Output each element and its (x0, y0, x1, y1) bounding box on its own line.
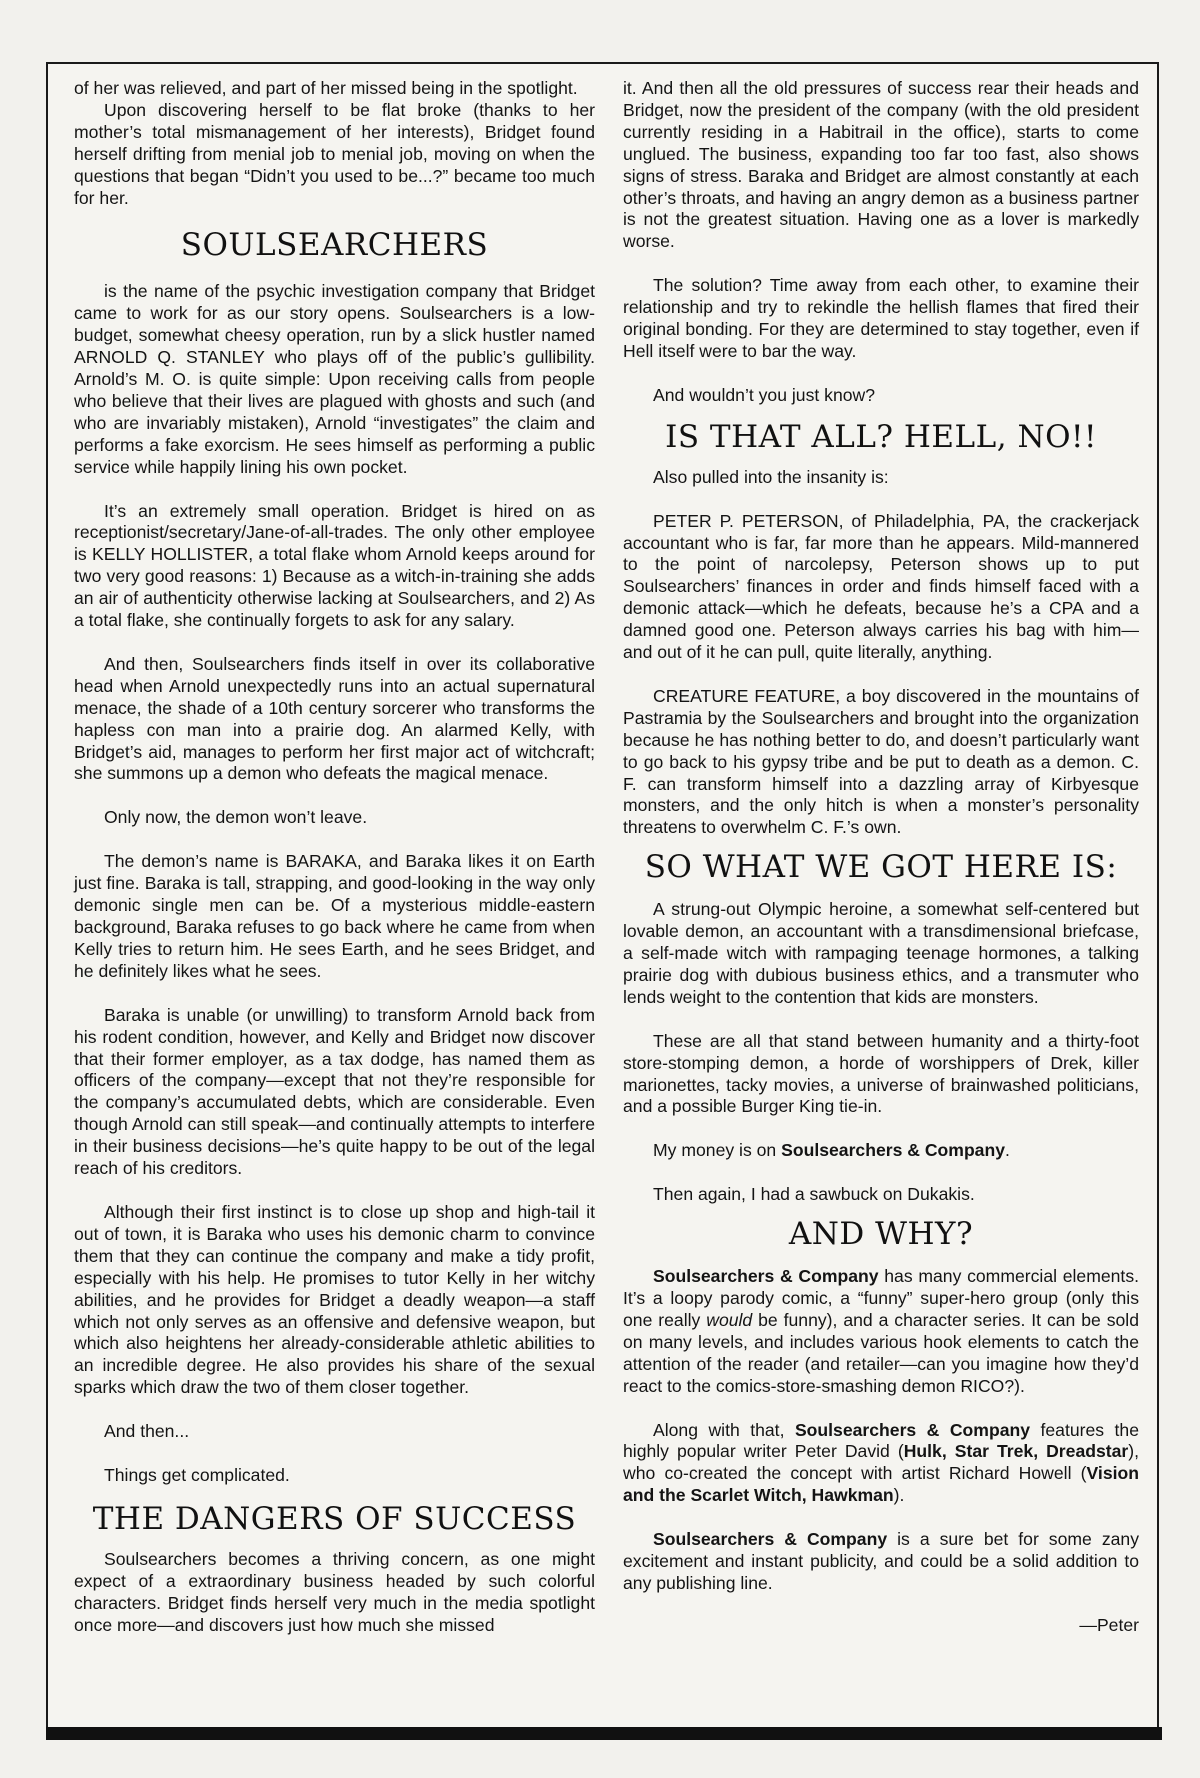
section-heading-and-why: AND WHY? (788, 1216, 974, 1253)
text-run: My money is on (653, 1140, 782, 1161)
paragraph: A strung-out Olympic heroine, a somewhat self-centered but lovable demon, an accountant with a transdimensional briefcase, a self-made witch with rampaging teenage hormones, a talking prairie dog with dubious business ethics, and a transmuter who lends weight to the contention that kids are monsters. (623, 899, 1139, 1007)
section-heading-what-we-got: SO WHAT WE GOT HERE IS: (644, 849, 1118, 886)
paragraph: Also pulled into the insanity is: (653, 466, 889, 487)
paragraph: And then, Soulsearchers finds itself in over its collaborative head when Arnold unexpectedly runs into an actual supernatural menace, the shade of a 10th century sorcerer who transforms the hapless con man into a prairie dog. An alarmed Kelly, with Bridget’s aid, manages to perform her first major act of witchcraft; she summons up a demon who defeats the magical menace. (74, 653, 595, 784)
brand-name: Soulsearchers & Company (794, 1419, 1031, 1440)
text-run: has many commercial elements. It’s a loopy parody comic, a “funny” super-hero group (only this one really (623, 1266, 1139, 1330)
brand-name: Soulsearchers & Company (653, 1529, 888, 1550)
text-run: features the highly popular writer Peter David ( (623, 1419, 1139, 1462)
brand-name: Soulsearchers & Company (653, 1266, 879, 1287)
paragraph: And wouldn’t you just know? (653, 384, 876, 405)
brand-name: Soulsearchers & Company (781, 1140, 1006, 1161)
emphasis: would (706, 1309, 753, 1330)
section-heading-is-that-all: IS THAT ALL? HELL, NO!! (665, 418, 1097, 455)
paragraph: Soulsearchers becomes a thriving concern, as one might expect of a extraordinary business headed by such colorful characters. Bridget finds herself very much in the media spotlight once more—and discovers just how much she missed (74, 1548, 595, 1635)
paragraph (623, 1420, 1139, 1508)
paragraph: The solution? Time away from each other, to examine their relationship and try to rekindle the hellish flames that fired their original bonding. For they are determined to stay together, even if Hell itself were to bar the way. (623, 275, 1139, 361)
section-heading-dangers-of-success: THE DANGERS OF SUCCESS (92, 1500, 577, 1537)
text-run: ). (893, 1485, 905, 1506)
text-run: . (1005, 1140, 1010, 1161)
paragraph: These are all that stand between humanity and a thirty-foot store-stomping demon, a horde of worshippers of Drek, killer marionettes, tacky movies, a universe of brainwashed politicians, and a possible Burger King tie-in. (623, 1030, 1139, 1117)
paragraph (623, 1140, 1139, 1162)
paragraph: is the name of the psychic investigation company that Bridget came to work for as our story opens. Soulsearchers is a low-budget, somewhat cheesy operation, run by a slick hustler named ARNOLD Q. STANLEY who plays off of the public’s gullibility. Arnold’s M. O. is quite simple: Upon receiving calls from people who believe that their lives are plagued with ghosts and such (and who are invariably mistaken), Arnold “investigates” the claim and performs a fake exorcism. He sees himself as performing a public service while happily lining his own pocket. (74, 281, 595, 477)
paragraph: Then again, I had a sawbuck on Dukakis. (653, 1184, 975, 1205)
signature: —Peter (1079, 1614, 1139, 1635)
paragraph: PETER P. PETERSON, of Philadelphia, PA, the crackerjack accountant who is far, far more than he appears. Mild-mannered to the point of narcolepsy, Peterson shows up to put Soulsearchers’ finances in order and finds himself faced with a demonic attack—which he defeats, because he’s a CPA and a damned good one. Peterson always carries his bag with him—and out of it he can pull, quite literally, anything. (623, 510, 1139, 663)
paragraph: It’s an extremely small operation. Bridget is hired on as receptionist/secretary/Jane-of-all-trades. The only other employee is KELLY HOLLISTER, a total flake whom Arnold keeps around for two very good reasons: 1) Because as a witch-in-training she adds an air of authenticity otherwise lacking at Soulsearchers, and 2) As a total flake, she continually forgets to ask for any salary. (74, 500, 595, 631)
text-run: be funny), and a character series. It can be sold on many levels, and includes various hook elements to catch the attention of the reader (and retailer—can you imagine how they’d react to the comics-store-smashing demon RICO?). (623, 1309, 1139, 1396)
paragraph (623, 1529, 1139, 1595)
left-column (74, 78, 595, 1636)
text-run: Along with that, (653, 1419, 795, 1440)
credit-titles: Vision and the Scarlet Witch, Hawkman (623, 1463, 1139, 1506)
paragraph: Upon discovering herself to be flat broke (thanks to her mother’s total mismanagement of her interests), Bridget found herself drifting from menial job to menial job, moving on when the questions that began “Didn’t you used to be...?” became too much for her. (74, 99, 595, 208)
text-run: is a sure bet for some zany excitement and instant publicity, and could be a solid addition to any publishing line. (623, 1529, 1139, 1593)
paragraph: of her was relieved, and part of her missed being in the spotlight. (74, 78, 578, 98)
bottom-rule (46, 1727, 1162, 1740)
paragraph: And then... (104, 1421, 190, 1442)
paragraph: CREATURE FEATURE, a boy discovered in the mountains of Pastramia by the Soulsearchers and brought into the organization because he has nothing better to do, and doesn’t particularly want to go back to his gypsy tribe and be put to death as a demon. C. F. can transform himself into a dazzling array of Kirbyesque monsters, and the only hitch is when a monster’s personality threatens to overwhelm C. F.’s own. (623, 685, 1139, 838)
right-column (623, 78, 1139, 1637)
text-run: ), who co-created the concept with artist Richard Howell ( (623, 1441, 1139, 1484)
section-heading-soulsearchers: SOULSEARCHERS (180, 227, 489, 264)
paragraph: Baraka is unable (or unwilling) to transform Arnold back from his rodent condition, however, and Kelly and Bridget now discover that their former employer, as a tax dodge, has named them as officers of the company—except that not they’re responsible for the company’s accumulated debts, which are considerable. Even though Arnold can still speak—and continually attempts to interfere in their business decisions—he’s quite happy to be out of the legal reach of his creditors. (74, 1004, 595, 1179)
paragraph: Things get complicated. (104, 1465, 290, 1486)
credit-titles: Hulk, Star Trek, Dreadstar (903, 1441, 1129, 1462)
paragraph: The demon’s name is BARAKA, and Baraka likes it on Earth just fine. Baraka is tall, strapping, and good-looking in the way only demonic single men can be. Of a mysterious middle-eastern background, Baraka refuses to go back where he came from when Kelly tries to return him. He sees Earth, and he sees Bridget, and he definitely likes what he sees. (74, 851, 595, 981)
paragraph (623, 1266, 1139, 1397)
page-frame (46, 62, 1159, 1733)
paragraph: Only now, the demon won’t leave. (104, 807, 368, 828)
paragraph: Although their first instinct is to close up shop and high-tail it out of town, it is Baraka who uses his demonic charm to convince them that they can continue the company and make a tidy profit, especially with his help. He promises to tutor Kelly in her witchy abilities, and he provides for Bridget a deadly weapon—a staff which not only serves as an offensive and defensive weapon, but which also heightens her already-considerable athletic abilities to an incredible degree. He also provides his share of the sexual sparks which draw the two of them closer together. (74, 1201, 595, 1398)
paragraph: it. And then all the old pressures of success rear their heads and Bridget, now the president of the company (with the old president currently residing in a Habitrail in the office), starts to come unglued. The business, expanding too far too fast, also shows signs of stress. Baraka and Bridget are almost constantly at each other’s throats, and having an angry demon as a business partner is not the greatest situation. Having one as a lover is markedly worse. (623, 78, 1139, 252)
